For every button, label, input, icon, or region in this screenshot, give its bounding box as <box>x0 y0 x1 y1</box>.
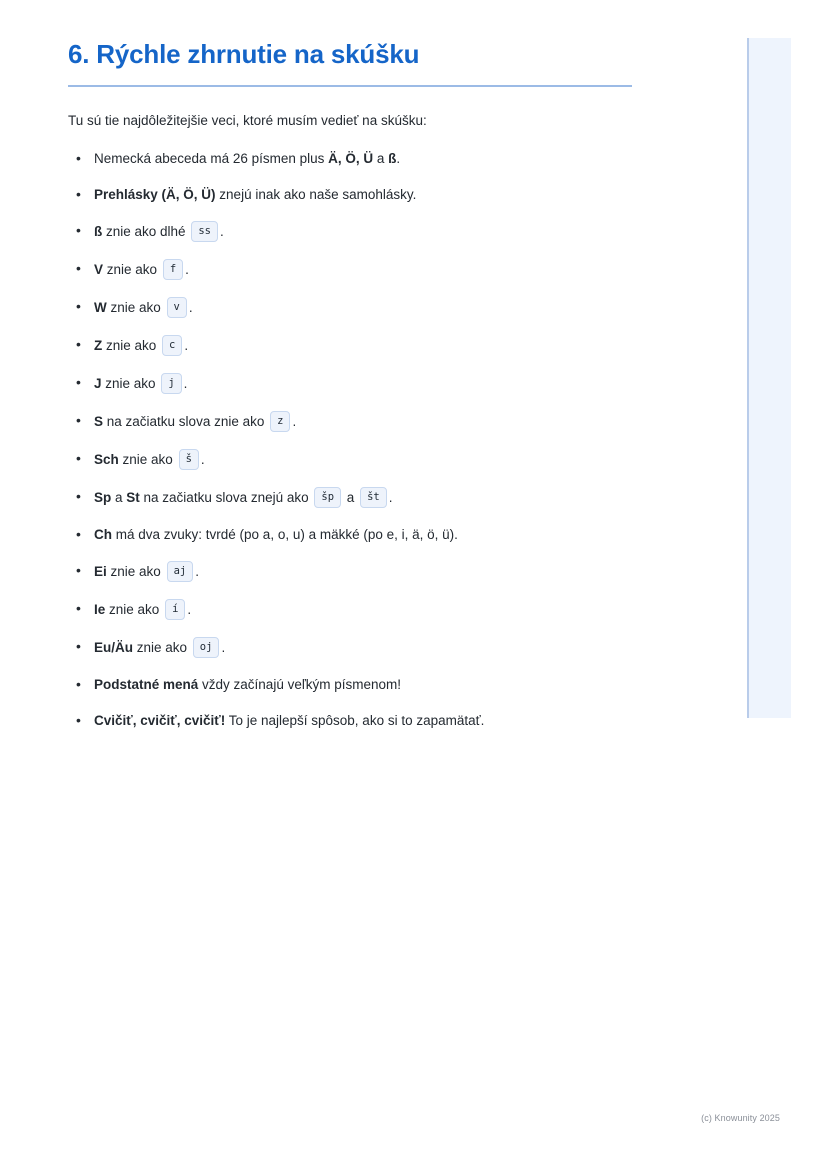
emphasis-text: ß <box>94 223 103 239</box>
emphasis-text: Ie <box>94 601 106 617</box>
list-item <box>68 637 638 659</box>
pronunciation-chip: aj <box>167 561 194 583</box>
list-item <box>68 599 638 621</box>
list-item-text: znie ako dlhé <box>102 223 190 239</box>
list-item-text: a <box>111 489 127 505</box>
emphasis-text: Sp <box>94 489 112 505</box>
list-item-text: znie ako <box>105 601 164 617</box>
list-item-text: . <box>183 375 188 391</box>
page-side-rail <box>749 38 791 718</box>
list-item <box>68 221 638 243</box>
list-item <box>68 185 638 205</box>
emphasis-text: Ch <box>94 526 112 542</box>
emphasis-text: Sch <box>94 451 119 467</box>
list-item-text: na začiatku slova znie ako <box>103 413 269 429</box>
intro-paragraph: Tu sú tie najdôležitejšie veci, ktoré musím vedieť na skúšku: <box>68 112 427 128</box>
list-item-text: . <box>184 337 189 353</box>
emphasis-text: Cvičiť, cvičiť, cvičiť! <box>94 713 226 728</box>
emphasis-text: Ä, Ö, Ü <box>328 150 374 166</box>
list-item <box>68 711 638 731</box>
emphasis-text: V <box>94 261 104 277</box>
list-item-text: . <box>396 150 401 166</box>
pronunciation-chip: f <box>163 259 183 281</box>
document-content <box>68 38 638 747</box>
emphasis-text: S <box>94 413 104 429</box>
footer-copyright: (c) Knowunity 2025 <box>701 1113 780 1123</box>
pronunciation-chip: oj <box>193 637 220 659</box>
list-item <box>68 335 638 357</box>
emphasis-text: ß <box>388 150 397 166</box>
list-item-text: znie ako <box>101 375 160 391</box>
list-item-text: . <box>200 451 205 467</box>
list-item-text: . <box>219 223 224 239</box>
emphasis-text: W <box>94 299 107 315</box>
pronunciation-chip: št <box>360 487 387 509</box>
emphasis-text: J <box>94 375 102 391</box>
pronunciation-chip: í <box>165 599 185 621</box>
pronunciation-chip: c <box>162 335 182 357</box>
list-item-text: . <box>292 413 297 429</box>
pronunciation-chip: v <box>167 297 187 319</box>
list-item-text: na začiatku slova znejú ako <box>139 489 313 505</box>
emphasis-text: Z <box>94 337 103 353</box>
list-item <box>68 297 638 319</box>
list-item-text: znie ako <box>106 563 165 579</box>
list-item-text: . <box>221 639 226 655</box>
emphasis-text: Ei <box>94 563 107 579</box>
list-item-text: znie ako <box>102 337 161 353</box>
list-item <box>68 149 638 169</box>
list-item-text: To je najlepší spôsob, ako si to zapamätať. <box>225 713 485 728</box>
summary-list <box>68 149 638 731</box>
list-item <box>68 525 638 545</box>
list-item-text: znie ako <box>106 299 165 315</box>
list-item-text: znie ako <box>133 639 191 655</box>
list-item-text: znie ako <box>118 451 177 467</box>
title-divider <box>68 85 632 87</box>
pronunciation-chip: z <box>270 411 290 433</box>
list-item-text: znejú inak ako naše samohlásky. <box>215 186 417 202</box>
list-item <box>68 675 638 695</box>
list-item-text: . <box>388 489 393 505</box>
page-title: 6. Rýchle zhrnutie na skúšku <box>68 39 420 69</box>
pronunciation-chip: j <box>161 373 181 395</box>
emphasis-text: St <box>126 489 140 505</box>
list-item-text: . <box>195 563 199 579</box>
list-item <box>68 561 638 583</box>
list-item <box>68 259 638 281</box>
pronunciation-chip: š <box>179 449 199 471</box>
pronunciation-chip: ss <box>191 221 218 243</box>
list-item-text: znie ako <box>103 261 161 277</box>
list-item <box>68 373 638 395</box>
emphasis-text: Eu/Äu <box>94 639 133 655</box>
list-item-text: Nemecká abeceda má 26 písmen plus <box>94 150 329 166</box>
emphasis-text: Podstatné mená <box>94 676 199 692</box>
pronunciation-chip: šp <box>314 487 341 509</box>
list-item-text: a <box>343 489 359 505</box>
list-item <box>68 411 638 433</box>
list-item-text: . <box>185 261 189 277</box>
list-item-text: . <box>187 601 192 617</box>
list-item-text: vždy začínajú veľkým písmenom! <box>198 676 402 692</box>
list-item-text: . <box>188 299 193 315</box>
list-item-text: a <box>373 150 389 166</box>
list-item <box>68 449 638 471</box>
emphasis-text: Prehlásky (Ä, Ö, Ü) <box>94 186 216 202</box>
list-item <box>68 487 638 509</box>
list-item-text: má dva zvuky: tvrdé (po a, o, u) a mäkké (po e, i, ä, ö, ü). <box>112 526 458 542</box>
